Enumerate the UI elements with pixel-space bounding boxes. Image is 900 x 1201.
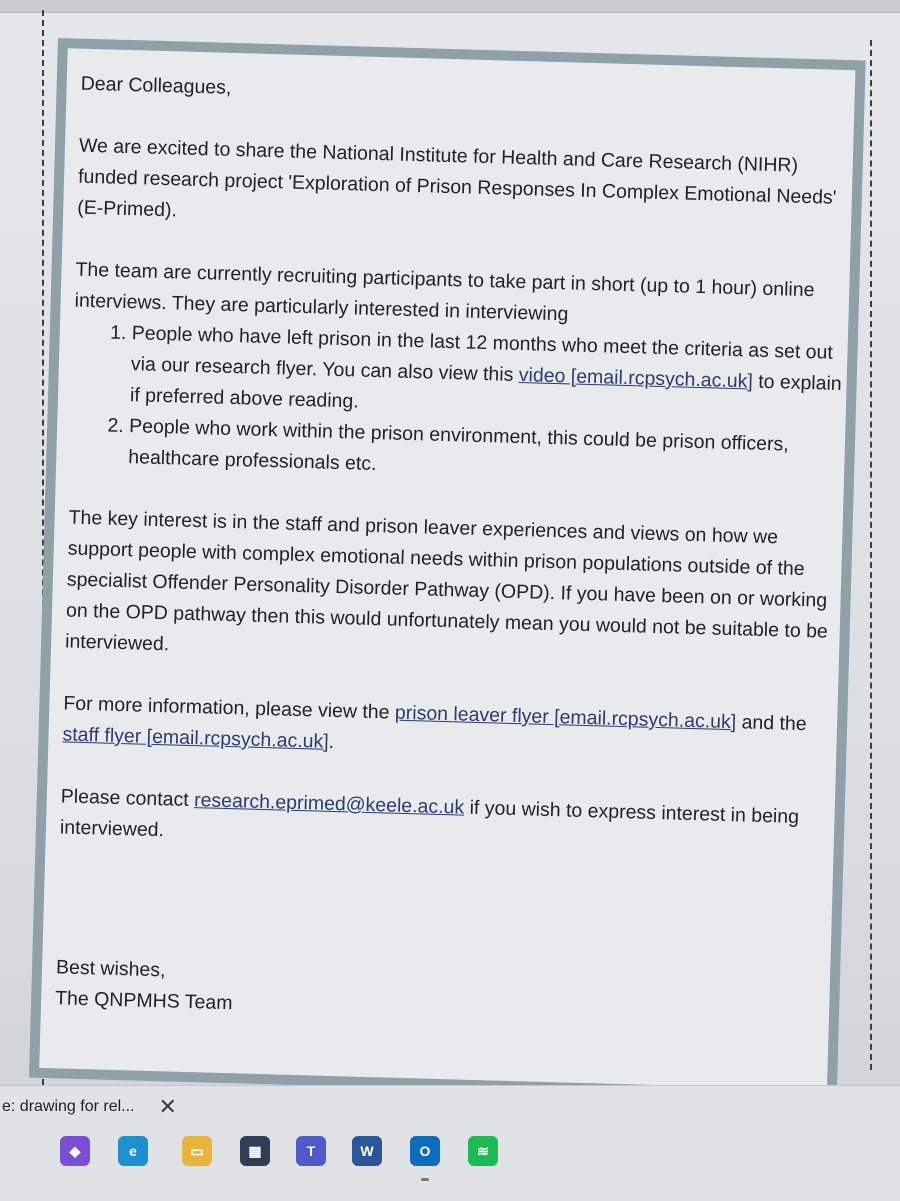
participant-list	[70, 317, 844, 493]
staff-flyer-link[interactable]: staff flyer [email.rcpsych.ac.uk]	[62, 723, 329, 753]
file-explorer-icon[interactable]: ▭	[182, 1136, 212, 1166]
email-content	[55, 69, 851, 1036]
signature: The QNPMHS Team	[54, 987, 233, 1015]
edge-icon[interactable]: e	[118, 1136, 148, 1166]
more-info-mid: and the	[735, 711, 807, 736]
notification[interactable]	[0, 1092, 177, 1122]
prison-leaver-flyer-link[interactable]: prison leaver flyer [email.rcpsych.ac.uk]	[394, 701, 737, 734]
selection-border-right	[870, 40, 872, 1070]
window-top-bar	[0, 0, 900, 13]
more-info-end: .	[328, 730, 335, 753]
more-info-paragraph	[62, 688, 833, 771]
intro-paragraph: We are excited to share the National Institute for Health and Care Research (NIHR) funded research project 'Exploration of Prison Responses In Complex Emotional Needs' (E-Primed).	[76, 134, 837, 222]
key-interest-paragraph: The key interest is in the staff and prison leaver experiences and views on how we support people with complex emotional needs within prison populations outside of the specialist Offender Personality Disorder Pathway (OPD). If you have been on or working on the OPD pathway then this would unfortunately mean you would not be suitable to be interviewed.	[64, 506, 829, 656]
greeting: Dear Colleagues,	[80, 72, 232, 99]
signoff: Best wishes,	[55, 956, 166, 982]
email-body	[39, 48, 855, 1090]
active-app-indicator	[421, 1178, 429, 1181]
outlook-icon[interactable]: O	[410, 1136, 440, 1166]
notification-text: e: drawing for rel...	[2, 1098, 135, 1115]
teams-icon[interactable]: T	[296, 1136, 326, 1166]
contact-tail: if you wish to express interest in being interviewed.	[59, 796, 800, 842]
word-icon[interactable]: W	[352, 1136, 382, 1166]
contact-email-link[interactable]: research.eprimed@keele.ac.uk	[193, 789, 465, 819]
more-info-lead: For more information, please view the	[63, 692, 396, 724]
app-dock	[0, 1126, 900, 1196]
contact-lead: Please contact	[60, 785, 195, 812]
video-link[interactable]: video [email.rcpsych.ac.uk]	[518, 364, 754, 393]
store-icon[interactable]: ▦	[240, 1136, 270, 1166]
list-item-text: People who work within the prison environment, this could be prison officers, healthcare professionals etc.	[128, 415, 789, 476]
recruitment-paragraph: The team are currently recruiting participants to take part in short (up to 1 hour) online interviews. They are particularly interested in interviewing	[74, 258, 815, 326]
contact-paragraph	[60, 781, 831, 864]
list-item-text: People who have left prison in the last 12 months who meet the criteria as set out via our research flyer. You can also view this	[130, 322, 834, 386]
taskbar	[0, 1085, 900, 1201]
email-frame	[29, 38, 866, 1100]
spotify-icon[interactable]: ≋	[468, 1136, 498, 1166]
close-icon[interactable]: ✕	[158, 1094, 177, 1119]
list-item-tail: to explain if preferred above reading.	[129, 370, 843, 413]
copilot-icon[interactable]: ◆	[60, 1136, 90, 1166]
